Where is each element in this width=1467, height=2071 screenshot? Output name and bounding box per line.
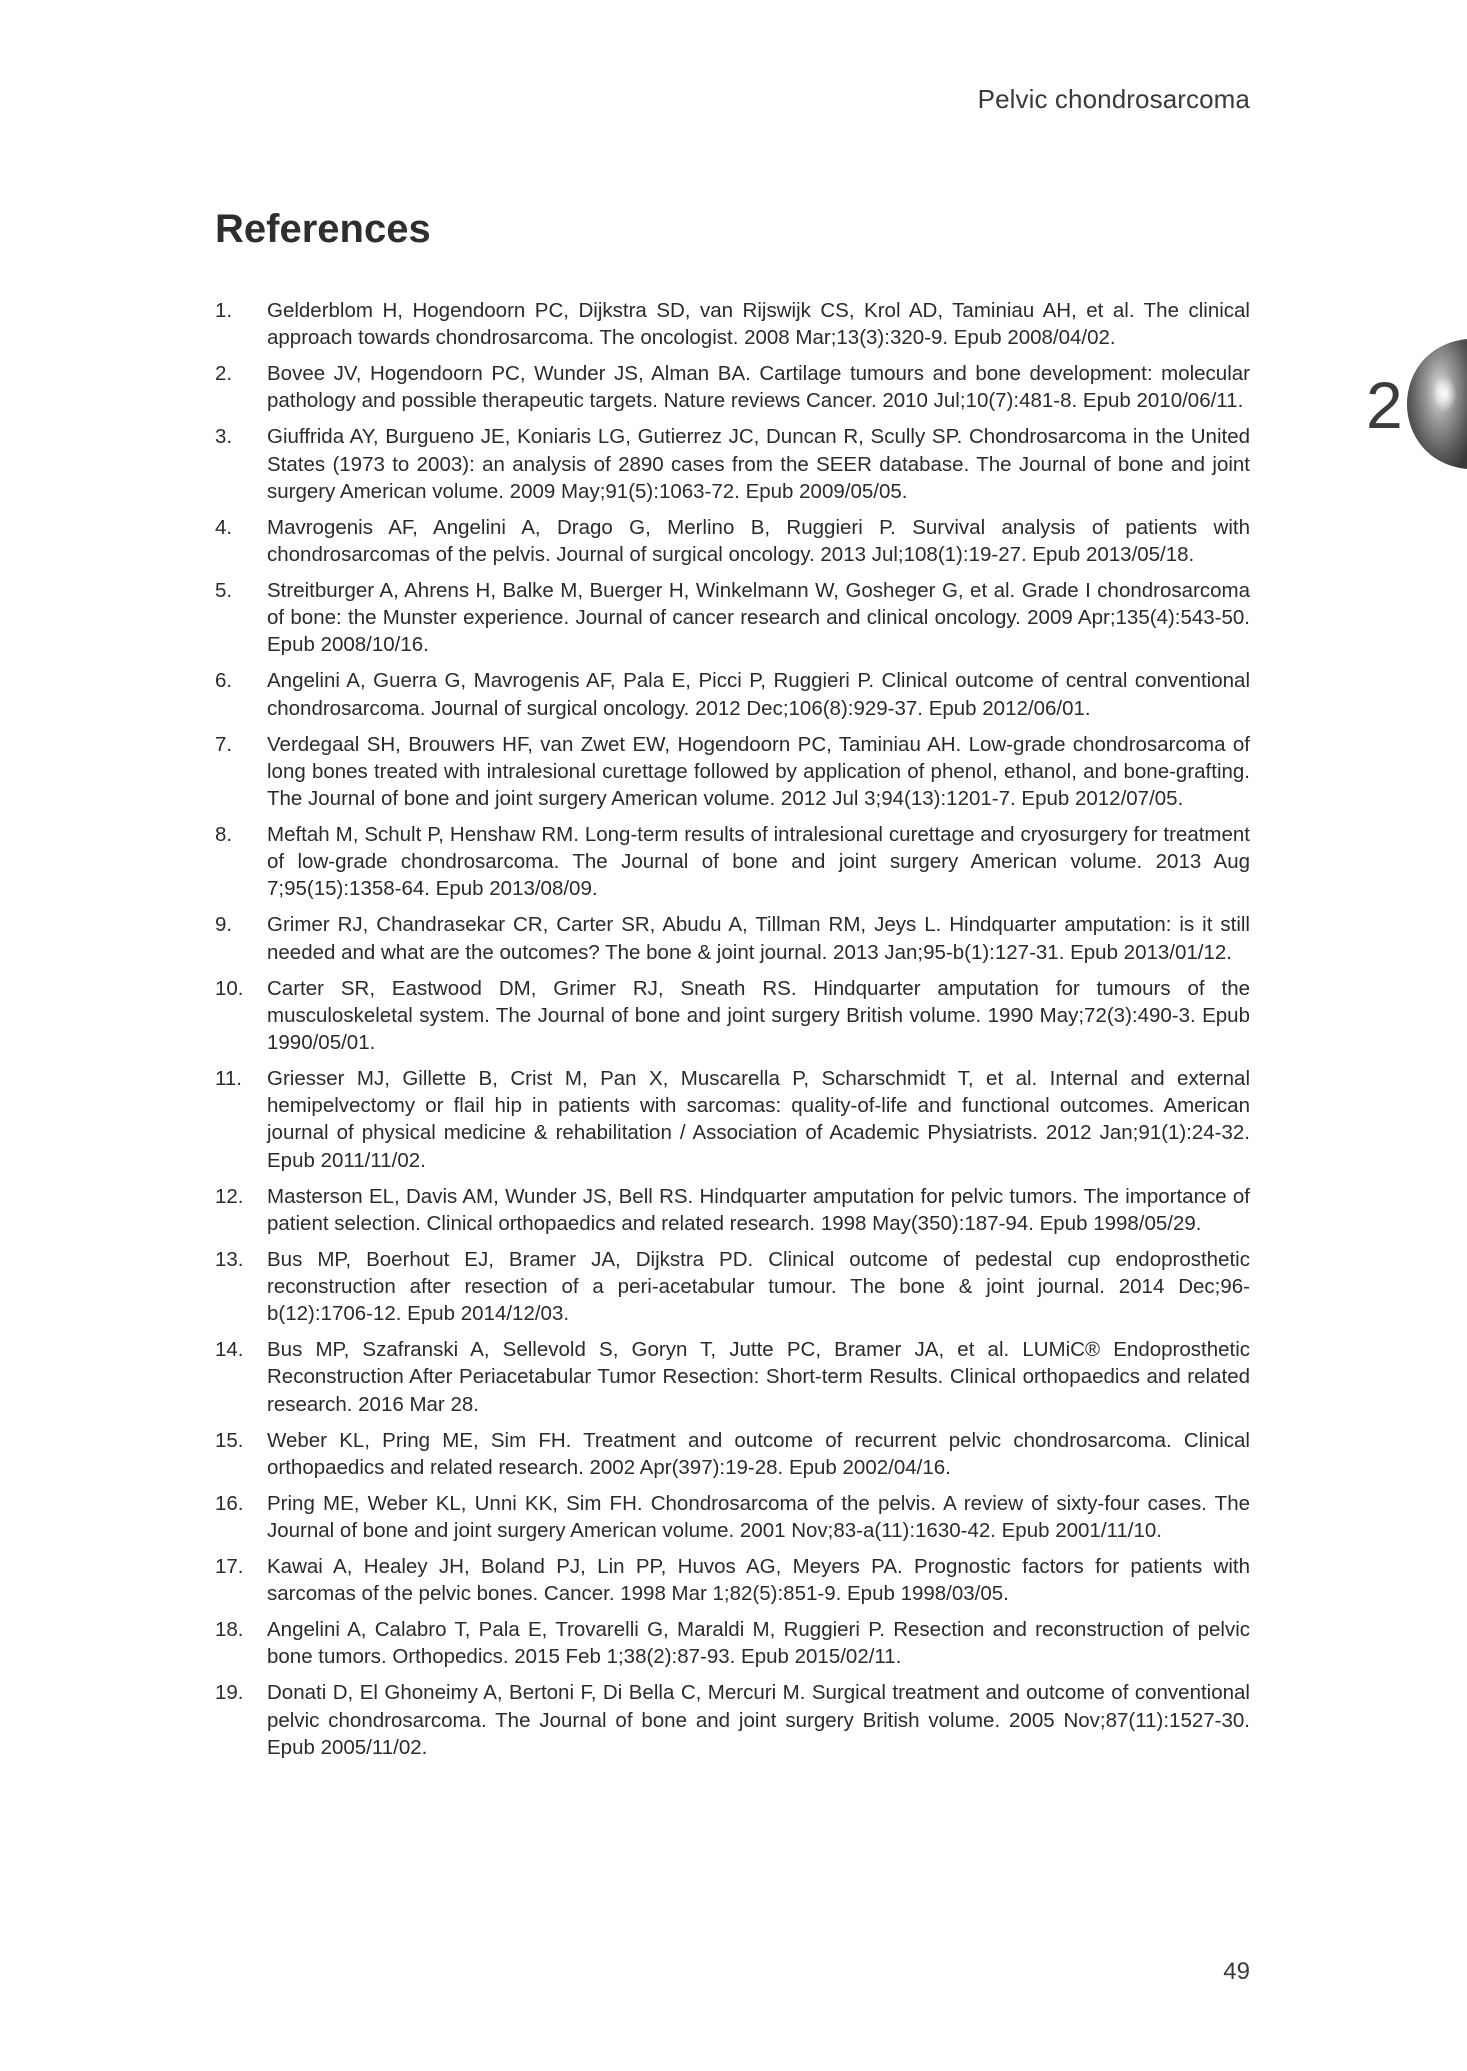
reference-text: Streitburger A, Ahrens H, Balke M, Buerger H, Winkelmann W, Gosheger G, et al. Grade I chondrosarcoma of bone: the Munster experience. Journal of cancer research and clinical oncology. 2009 Apr;135(4):543-50. Epub 2008/10/16. <box>267 579 1250 657</box>
reference-text: Giuffrida AY, Burgueno JE, Koniaris LG, Gutierrez JC, Duncan R, Scully SP. Chondrosarcoma in the United States (1973 to 2003): an analysis of 2890 cases from the SEER database. The Journal of bone and joint surgery American volume. 2009 May;91(5):1063-72. Epub 2009/05/05. <box>267 425 1250 503</box>
reference-text: Bus MP, Szafranski A, Sellevold S, Goryn T, Jutte PC, Bramer JA, et al. LUMiC® Endoprosthetic Reconstruction After Periacetabular Tumor Resection: Short-term Results. Clinical orthopaedics and related research. 2016 Mar 28. <box>267 1338 1250 1416</box>
reference-item <box>215 731 1250 813</box>
running-head: Pelvic chondrosarcoma <box>977 84 1250 114</box>
reference-text: Bus MP, Boerhout EJ, Bramer JA, Dijkstra PD. Clinical outcome of pedestal cup endoprosthetic reconstruction after resection of a peri-acetabular tumour. The bone & joint journal. 2014 Dec;96-b(12):1706-12. Epub 2014/12/03. <box>267 1247 1250 1326</box>
reference-item <box>215 1490 1250 1544</box>
reference-number: 14. <box>215 1338 244 1362</box>
chapter-number: 2 <box>1366 368 1403 442</box>
reference-item <box>215 1065 1250 1174</box>
reference-item <box>215 577 1250 659</box>
reference-item <box>215 667 1250 721</box>
reference-item <box>215 911 1250 965</box>
reference-text: Meftah M, Schult P, Henshaw RM. Long-term results of intralesional curettage and cryosurgery for treatment of low-grade chondrosarcoma. The Journal of bone and joint surgery American volume. 2013 Aug 7;95(15):1358-64. Epub 2013/08/09. <box>267 823 1250 901</box>
reference-item <box>215 1616 1250 1670</box>
reference-list <box>215 297 1250 1770</box>
reference-number: 11. <box>215 1067 242 1091</box>
chapter-tab-icon <box>1407 339 1467 474</box>
reference-item <box>215 514 1250 568</box>
reference-number: 12. <box>215 1184 244 1208</box>
reference-number: 8. <box>215 823 233 847</box>
reference-item <box>215 821 1250 903</box>
reference-number: 15. <box>215 1428 244 1452</box>
reference-item <box>215 1183 1250 1237</box>
reference-text: Angelini A, Guerra G, Mavrogenis AF, Pala E, Picci P, Ruggieri P. Clinical outcome of central conventional chondrosarcoma. Journal of surgical oncology. 2012 Dec;106(8):929-37. Epub 2012/06/01. <box>267 669 1250 720</box>
reference-text: Weber KL, Pring ME, Sim FH. Treatment and outcome of recurrent pelvic chondrosarcoma. Clinical orthopaedics and related research. 2002 Apr(397):19-28. Epub 2002/04/16. <box>267 1428 1250 1479</box>
reference-number: 18. <box>215 1618 244 1642</box>
reference-number: 3. <box>215 425 233 449</box>
reference-number: 5. <box>215 579 233 603</box>
reference-text: Donati D, El Ghoneimy A, Bertoni F, Di Bella C, Mercuri M. Surgical treatment and outcome of conventional pelvic chondrosarcoma. The Journal of bone and joint surgery British volume. 2005 Nov;87(11):1527-30. Epub 2005/11/02. <box>267 1681 1250 1759</box>
reference-item <box>215 423 1250 505</box>
reference-text: Pring ME, Weber KL, Unni KK, Sim FH. Chondrosarcoma of the pelvis. A review of sixty-four cases. The Journal of bone and joint surgery American volume. 2001 Nov;83-a(11):1630-42. Epub 2001/11/10. <box>267 1491 1250 1543</box>
page-number: 49 <box>1223 1958 1250 1985</box>
reference-number: 17. <box>215 1555 244 1579</box>
reference-text: Angelini A, Calabro T, Pala E, Trovarelli G, Maraldi M, Ruggieri P. Resection and reconstruction of pelvic bone tumors. Orthopedics. 2015 Feb 1;38(2):87-93. Epub 2015/02/11. <box>267 1618 1250 1669</box>
reference-number: 1. <box>215 299 233 322</box>
reference-number: 4. <box>215 515 233 539</box>
reference-text: Carter SR, Eastwood DM, Grimer RJ, Sneath RS. Hindquarter amputation for tumours of the musculoskeletal system. The Journal of bone and joint surgery British volume. 1990 May;72(3):490-3. Epub 1990/05/01. <box>267 976 1250 1055</box>
reference-item <box>215 1246 1250 1328</box>
reference-item <box>215 975 1250 1057</box>
section-title: References <box>215 207 431 251</box>
reference-number: 2. <box>215 362 233 386</box>
reference-text: Grimer RJ, Chandrasekar CR, Carter SR, Abudu A, Tillman RM, Jeys L. Hindquarter amputation: is it still needed and what are the outcomes? The bone & joint journal. 2013 Jan;95-b(1):127-31. Epub 2013/01/12. <box>267 913 1250 964</box>
reference-number: 6. <box>215 669 233 693</box>
reference-item <box>215 1553 1250 1607</box>
reference-number: 10. <box>215 976 244 1000</box>
reference-number: 9. <box>215 913 233 937</box>
reference-text: Gelderblom H, Hogendoorn PC, Dijkstra SD, van Rijswijk CS, Krol AD, Taminiau AH, et al. The clinical approach towards chondrosarcoma. The oncologist. 2008 Mar;13(3):320-9. Epub 2008/04/02. <box>267 299 1250 350</box>
reference-item <box>215 1679 1250 1761</box>
reference-text: Bovee JV, Hogendoorn PC, Wunder JS, Alman BA. Cartilage tumours and bone development: molecular pathology and possible therapeutic targets. Nature reviews Cancer. 2010 Jul;10(7):481-8. Epub 2010/06/11. <box>267 362 1250 413</box>
reference-item <box>215 360 1250 414</box>
reference-number: 13. <box>215 1247 244 1271</box>
reference-item <box>215 297 1250 351</box>
reference-number: 7. <box>215 732 233 756</box>
reference-item <box>215 1336 1250 1418</box>
reference-text: Kawai A, Healey JH, Boland PJ, Lin PP, Huvos AG, Meyers PA. Prognostic factors for patients with sarcomas of the pelvic bones. Cancer. 1998 Mar 1;82(5):851-9. Epub 1998/03/05. <box>267 1555 1250 1606</box>
reference-text: Masterson EL, Davis AM, Wunder JS, Bell RS. Hindquarter amputation for pelvic tumors. The importance of patient selection. Clinical orthopaedics and related research. 1998 May(350):187-94. Epub 1998/05/29. <box>267 1184 1250 1235</box>
reference-text: Mavrogenis AF, Angelini A, Drago G, Merlino B, Ruggieri P. Survival analysis of patients with chondrosarcomas of the pelvis. Journal of surgical oncology. 2013 Jul;108(1):19-27. Epub 2013/05/18. <box>267 515 1250 567</box>
reference-number: 19. <box>215 1681 244 1705</box>
reference-text: Griesser MJ, Gillette B, Crist M, Pan X, Muscarella P, Scharschmidt T, et al. Internal and external hemipelvectomy or flail hip in patients with sarcomas: quality-of-life and functional outcomes. American journal of physical medicine & rehabilitation / Association of Academic Physiatrists. 2012 Jan;91(1):24-32. Epub 2011/11/02. <box>267 1067 1250 1172</box>
reference-item <box>215 1427 1250 1481</box>
reference-number: 16. <box>215 1491 244 1515</box>
reference-text: Verdegaal SH, Brouwers HF, van Zwet EW, Hogendoorn PC, Taminiau AH. Low-grade chondrosarcoma of long bones treated with intralesional curettage followed by application of phenol, ethanol, and bone-grafting. The Journal of bone and joint surgery American volume. 2012 Jul 3;94(13):1201-7. Epub 2012/07/05. <box>267 732 1250 811</box>
